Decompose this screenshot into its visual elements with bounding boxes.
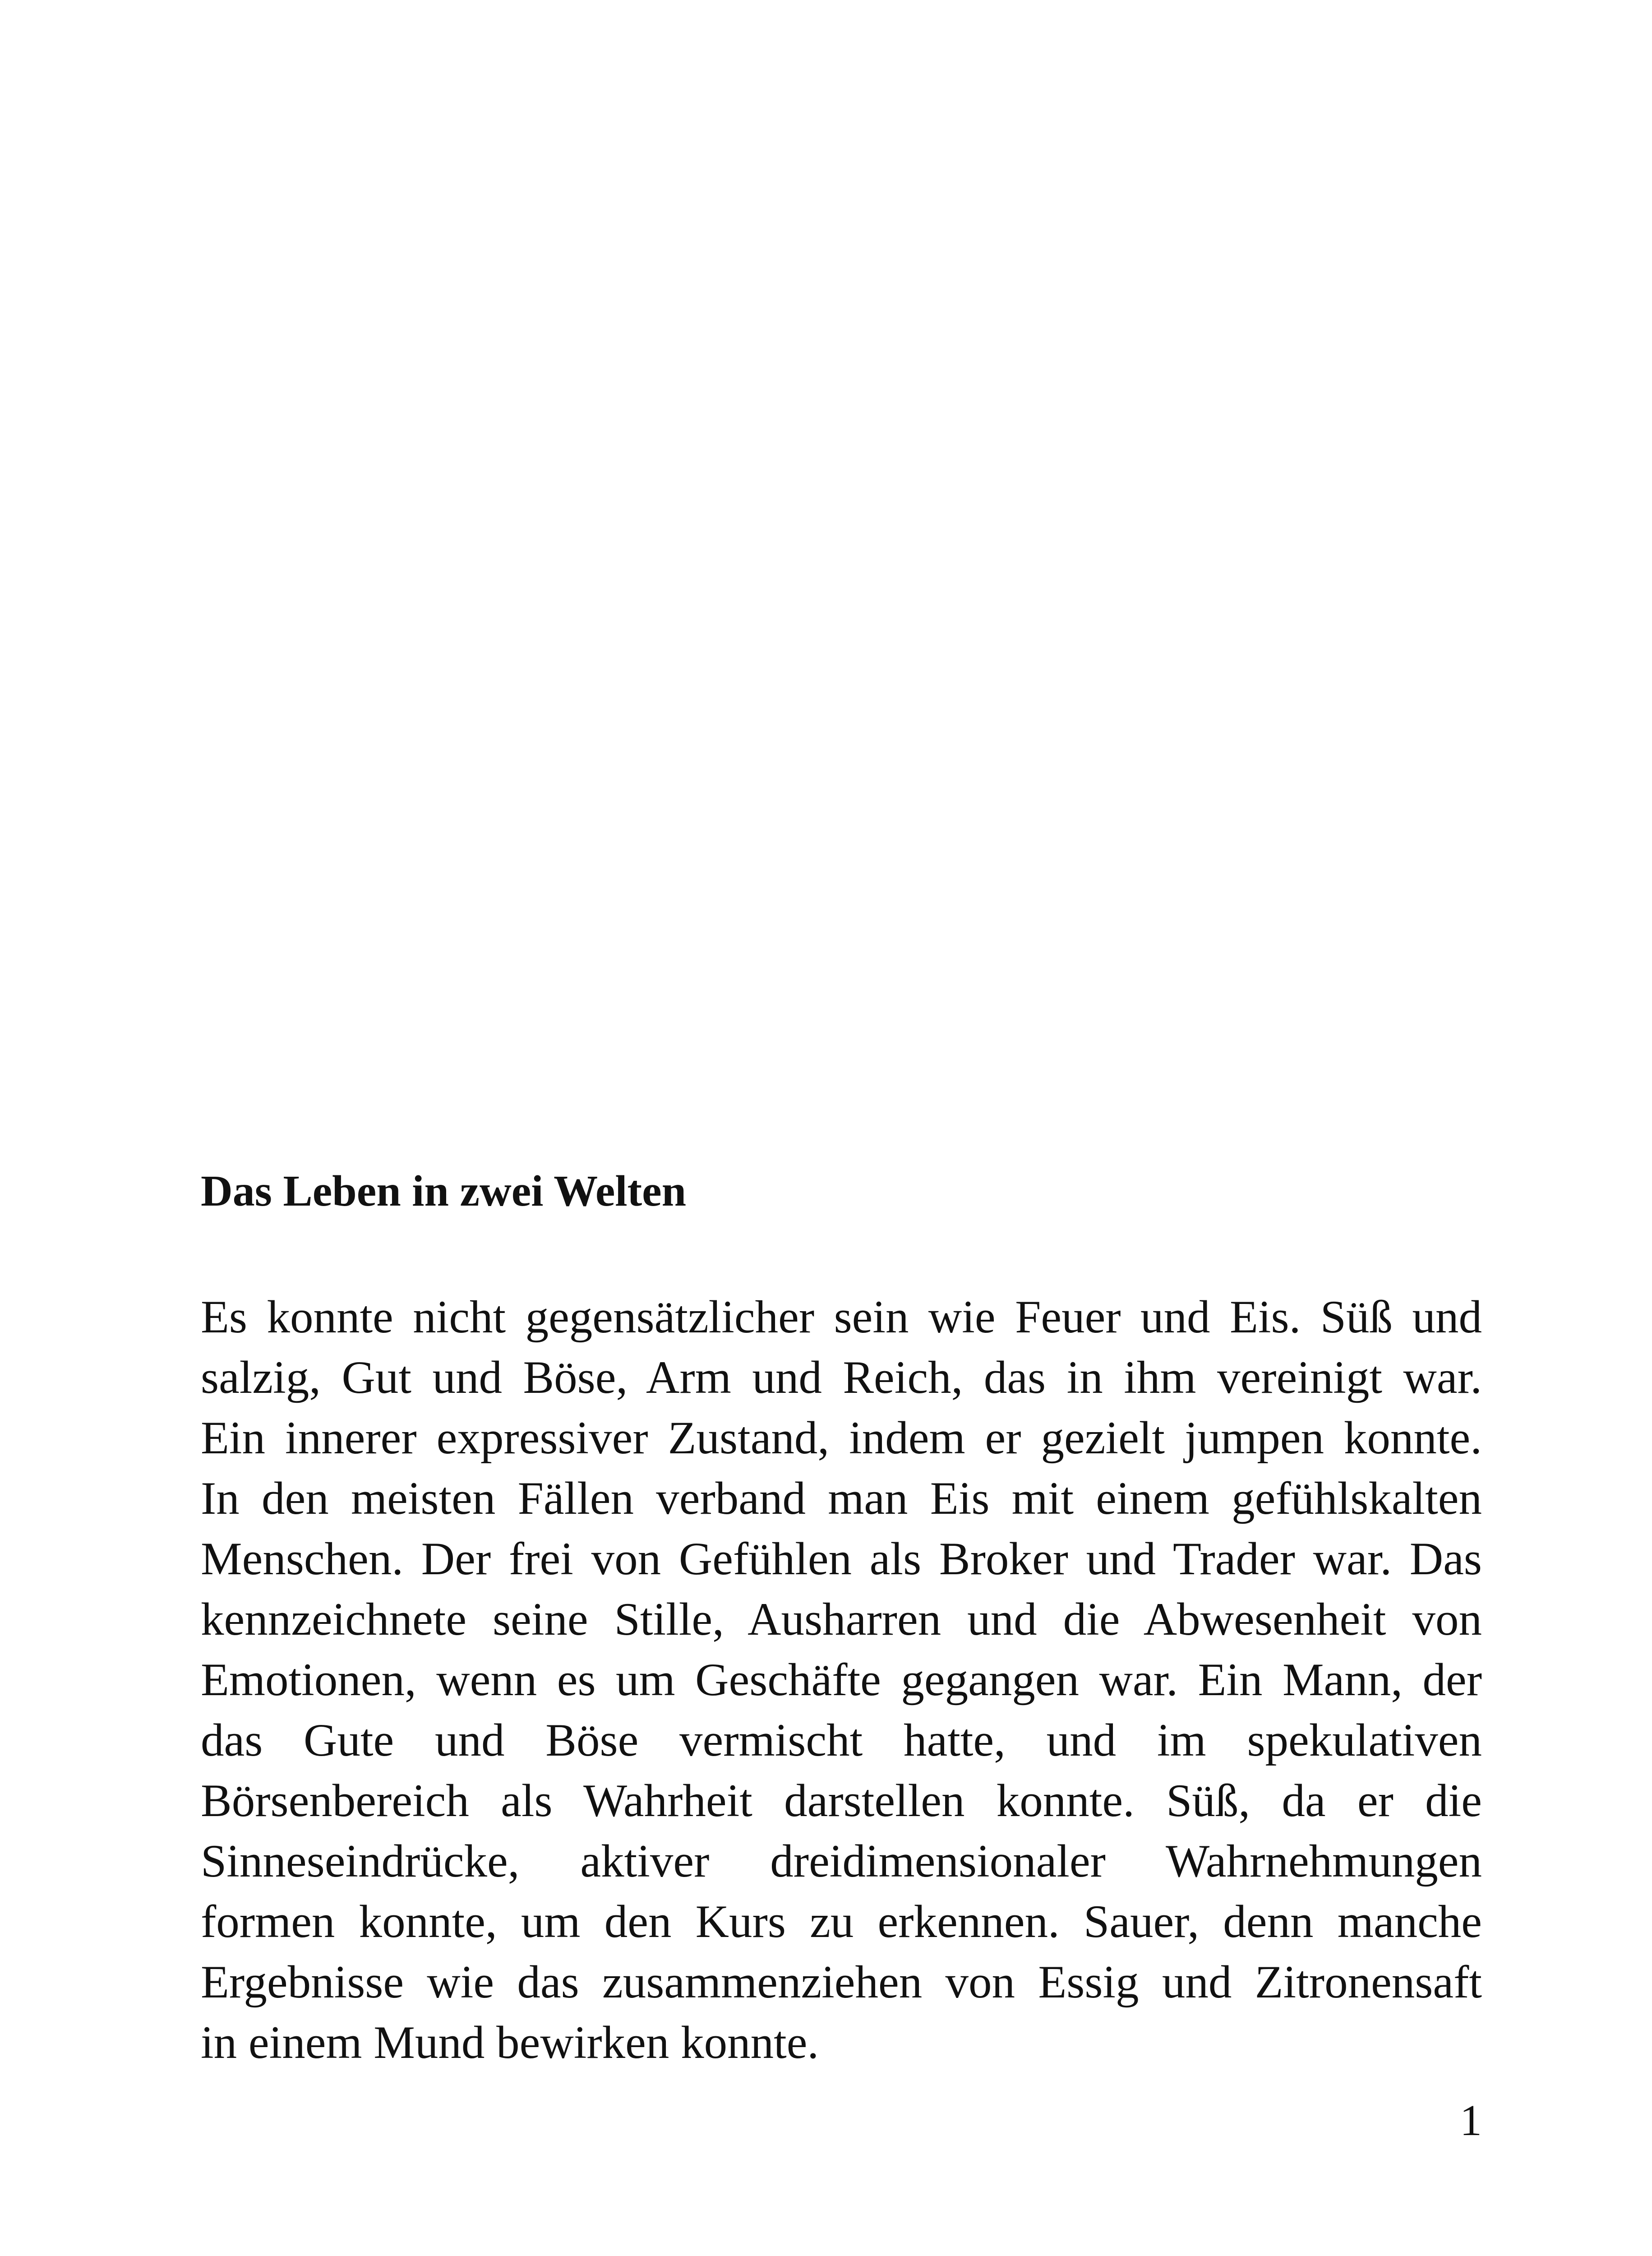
chapter-section bbox=[201, 1164, 1482, 2073]
chapter-body bbox=[201, 1287, 1482, 2073]
body-line: Emotionen, wenn es um Geschäfte gegangen war. Ein Mann, der bbox=[201, 1654, 1482, 1706]
body-line: salzig, Gut und Böse, Arm und Reich, das in ihm vereinigt war. bbox=[201, 1352, 1482, 1403]
body-line: Ein innerer expressiver Zustand, indem er gezielt jumpen konnte. bbox=[201, 1412, 1482, 1464]
body-line: Sinneseindrücke, aktiver dreidimensionaler Wahrnehmungen bbox=[201, 1835, 1482, 1887]
page-number: 1 bbox=[1460, 2096, 1482, 2145]
body-line: Börsenbereich als Wahrheit darstellen konnte. Süß, da er die bbox=[201, 1775, 1482, 1826]
body-line: das Gute und Böse vermischt hatte, und im spekulativen bbox=[201, 1715, 1482, 1766]
body-line: In den meisten Fällen verband man Eis mit einem gefühlskalten bbox=[201, 1473, 1482, 1524]
body-line: Menschen. Der frei von Gefühlen als Broker und Trader war. Das bbox=[201, 1533, 1482, 1585]
body-line: in einem Mund bewirken konnte. bbox=[201, 2017, 819, 2068]
chapter-title: Das Leben in zwei Welten bbox=[201, 1167, 687, 1216]
body-line: Es konnte nicht gegensätzlicher sein wie Feuer und Eis. Süß und bbox=[201, 1291, 1482, 1343]
body-line: Ergebnisse wie das zusammenziehen von Essig und Zitronensaft bbox=[201, 1956, 1482, 2008]
body-line: kennzeichnete seine Stille, Ausharren und die Abwesenheit von bbox=[201, 1594, 1482, 1645]
body-line: formen konnte, um den Kurs zu erkennen. Sauer, denn manche bbox=[201, 1896, 1482, 1947]
